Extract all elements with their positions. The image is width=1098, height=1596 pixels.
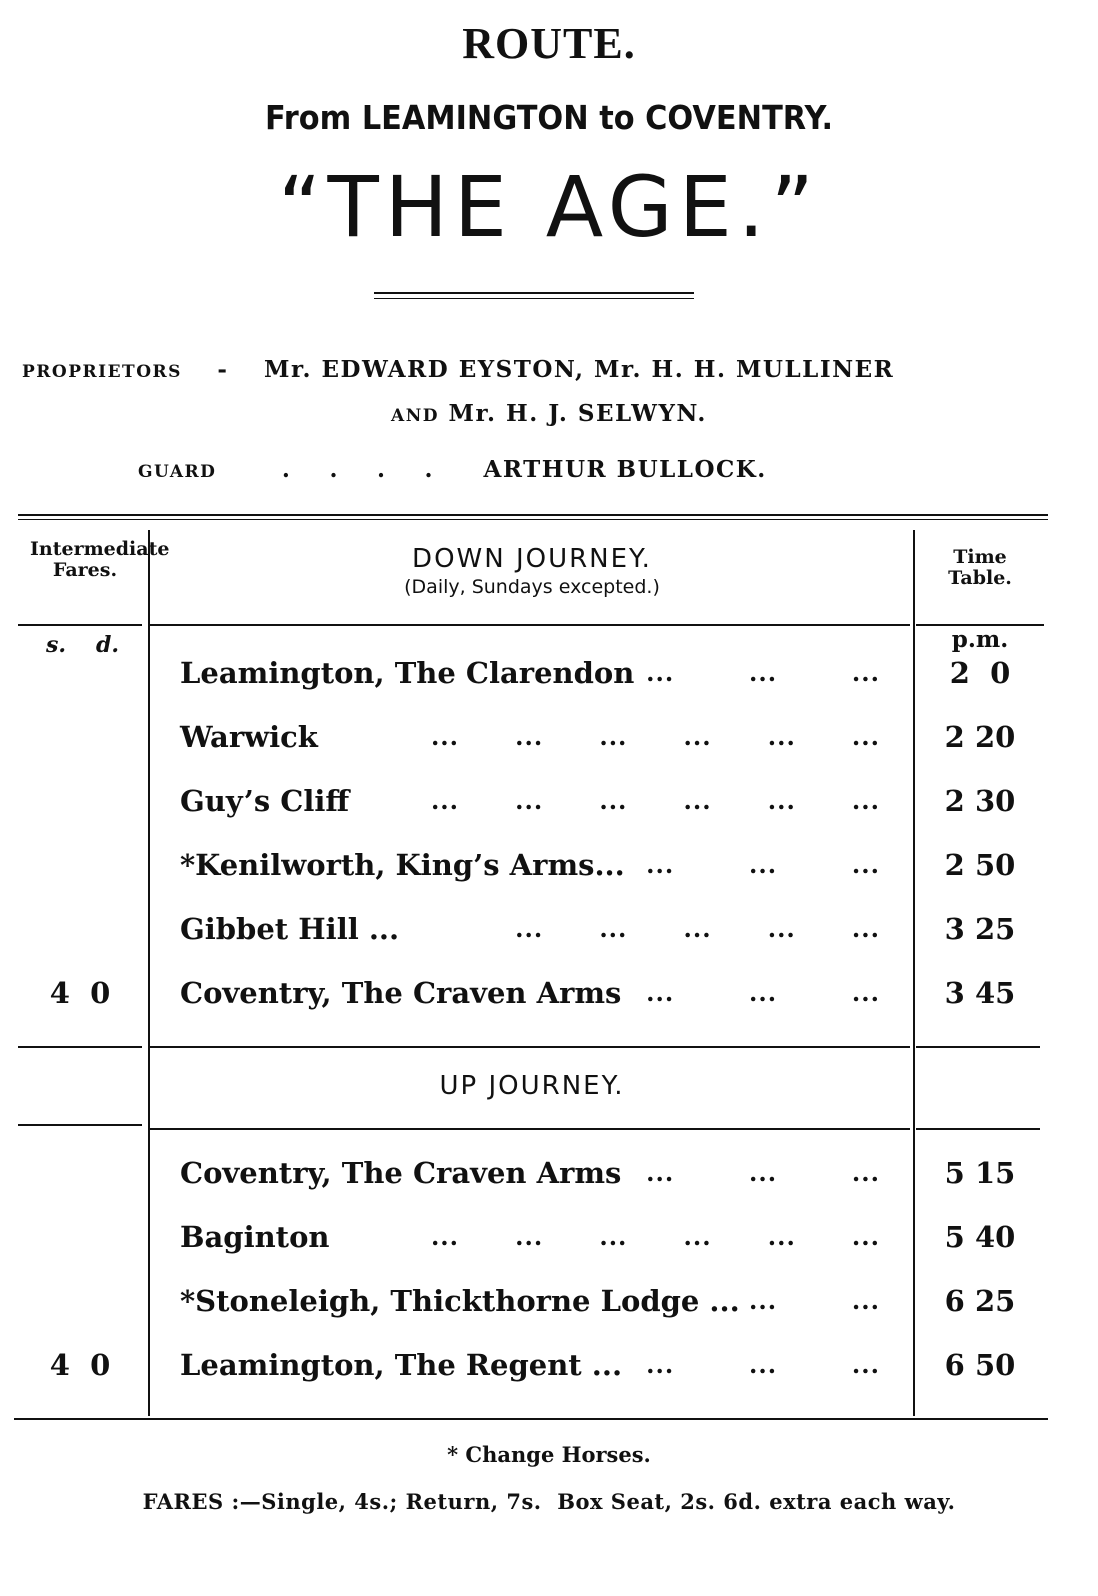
up-journey-row — [0, 1220, 1098, 1260]
stop-name: Coventry, The Craven Arms — [180, 1156, 622, 1190]
guard-line — [138, 456, 767, 483]
stop-name: Leamington, The Regent ... — [180, 1348, 623, 1382]
departure-time: 5 15 — [944, 1156, 1016, 1190]
intermediate-fare: 4 0 — [49, 976, 111, 1010]
guard-label: GUARD — [138, 462, 217, 482]
leader-dots: ... ... ... — [646, 1350, 880, 1379]
coach-name: “THE AGE.” — [277, 158, 821, 256]
proprietors-line-2 — [0, 400, 1098, 427]
table-top-rule — [18, 514, 1048, 516]
header-rule-left — [18, 624, 142, 626]
table-bottom-rule — [14, 1418, 1048, 1420]
leader-dots: ... ... ... ... ... ... — [430, 722, 880, 751]
mid-rule-right — [916, 1046, 1040, 1048]
departure-time: 5 40 — [944, 1220, 1016, 1254]
proprietors-separator: - — [217, 356, 229, 383]
down-journey-row — [0, 976, 1098, 1016]
leader-dots: ... ... ... ... ... — [515, 914, 880, 943]
leader-dots: ... ... — [749, 1286, 880, 1315]
down-journey-title: DOWN JOURNEY. — [412, 544, 652, 574]
intermediate-fare: 4 0 — [49, 1348, 111, 1382]
departure-time: 3 25 — [944, 912, 1016, 946]
stop-name: *Kenilworth, King’s Arms... — [180, 848, 625, 882]
down-journey-row — [0, 912, 1098, 952]
fares-header: Intermediate Fares. — [30, 538, 170, 581]
up-journey-row — [0, 1156, 1098, 1196]
departure-time: 2 30 — [944, 784, 1016, 818]
stop-name: *Stoneleigh, Thickthorne Lodge ... — [180, 1284, 740, 1318]
mid-rule-left — [18, 1046, 142, 1048]
guard-separator: . . . . — [281, 456, 435, 483]
title-rule-top — [374, 292, 694, 294]
down-journey-subtitle: (Daily, Sundays excepted.) — [404, 576, 660, 598]
guard-name: ARTHUR BULLOCK. — [483, 456, 767, 483]
stop-name: Baginton — [180, 1220, 330, 1254]
header-rule-mid — [150, 624, 910, 626]
table-top-rule-2 — [18, 519, 1048, 520]
down-journey-row — [0, 848, 1098, 888]
departure-time: 2 0 — [949, 656, 1011, 690]
departure-time: 6 25 — [944, 1284, 1016, 1318]
up-rule-mid — [150, 1128, 910, 1130]
leader-dots: ... ... ... — [646, 1158, 880, 1187]
departure-time: 2 20 — [944, 720, 1016, 754]
down-journey-row — [0, 656, 1098, 696]
up-journey-title: UP JOURNEY. — [439, 1071, 625, 1101]
down-journey-row — [0, 784, 1098, 824]
up-rule-left — [18, 1124, 142, 1126]
proprietors-line — [22, 356, 1082, 383]
proprietors-names: Mr. EDWARD EYSTON, Mr. H. H. MULLINER — [263, 356, 895, 383]
stop-name: Guy’s Cliff — [180, 784, 350, 818]
leader-dots: ... ... ... — [646, 658, 880, 687]
stop-name: Leamington, The Clarendon — [180, 656, 635, 690]
fares-summary: FARES :—Single, 4s.; Return, 7s. Box Seat, 2s. 6d. extra each way. — [142, 1489, 956, 1514]
leader-dots: ... ... ... — [646, 850, 880, 879]
leader-dots: ... ... ... — [646, 978, 880, 1007]
leader-dots: ... ... ... ... ... ... — [430, 786, 880, 815]
time-table-header: Time Table. — [948, 546, 1012, 589]
departure-time: 3 45 — [944, 976, 1016, 1010]
departure-time: 6 50 — [944, 1348, 1016, 1382]
proprietors-names-2: Mr. H. J. SELWYN. — [448, 400, 707, 427]
proprietors-label: PROPRIETORS — [22, 362, 182, 382]
change-horses-note: * Change Horses. — [447, 1442, 651, 1467]
up-journey-row — [0, 1284, 1098, 1324]
leader-dots: ... ... ... ... ... ... — [430, 1222, 880, 1251]
fare-unit-shillings: s. — [46, 632, 67, 658]
up-journey-row — [0, 1348, 1098, 1388]
route-subtitle: From LEAMINGTON to COVENTRY. — [264, 98, 833, 137]
fare-unit-pence: d. — [96, 632, 120, 658]
route-heading: ROUTE. — [462, 19, 636, 68]
stop-name: Coventry, The Craven Arms — [180, 976, 622, 1010]
stop-name: Gibbet Hill ... — [180, 912, 400, 946]
stop-name: Warwick — [180, 720, 318, 754]
time-unit-pm: p.m. — [951, 626, 1009, 653]
up-rule-right — [916, 1128, 1040, 1130]
departure-time: 2 50 — [944, 848, 1016, 882]
proprietors-and: AND — [391, 406, 440, 426]
title-rule-bottom — [374, 298, 694, 299]
mid-rule-mid — [150, 1046, 910, 1048]
down-journey-row — [0, 720, 1098, 760]
